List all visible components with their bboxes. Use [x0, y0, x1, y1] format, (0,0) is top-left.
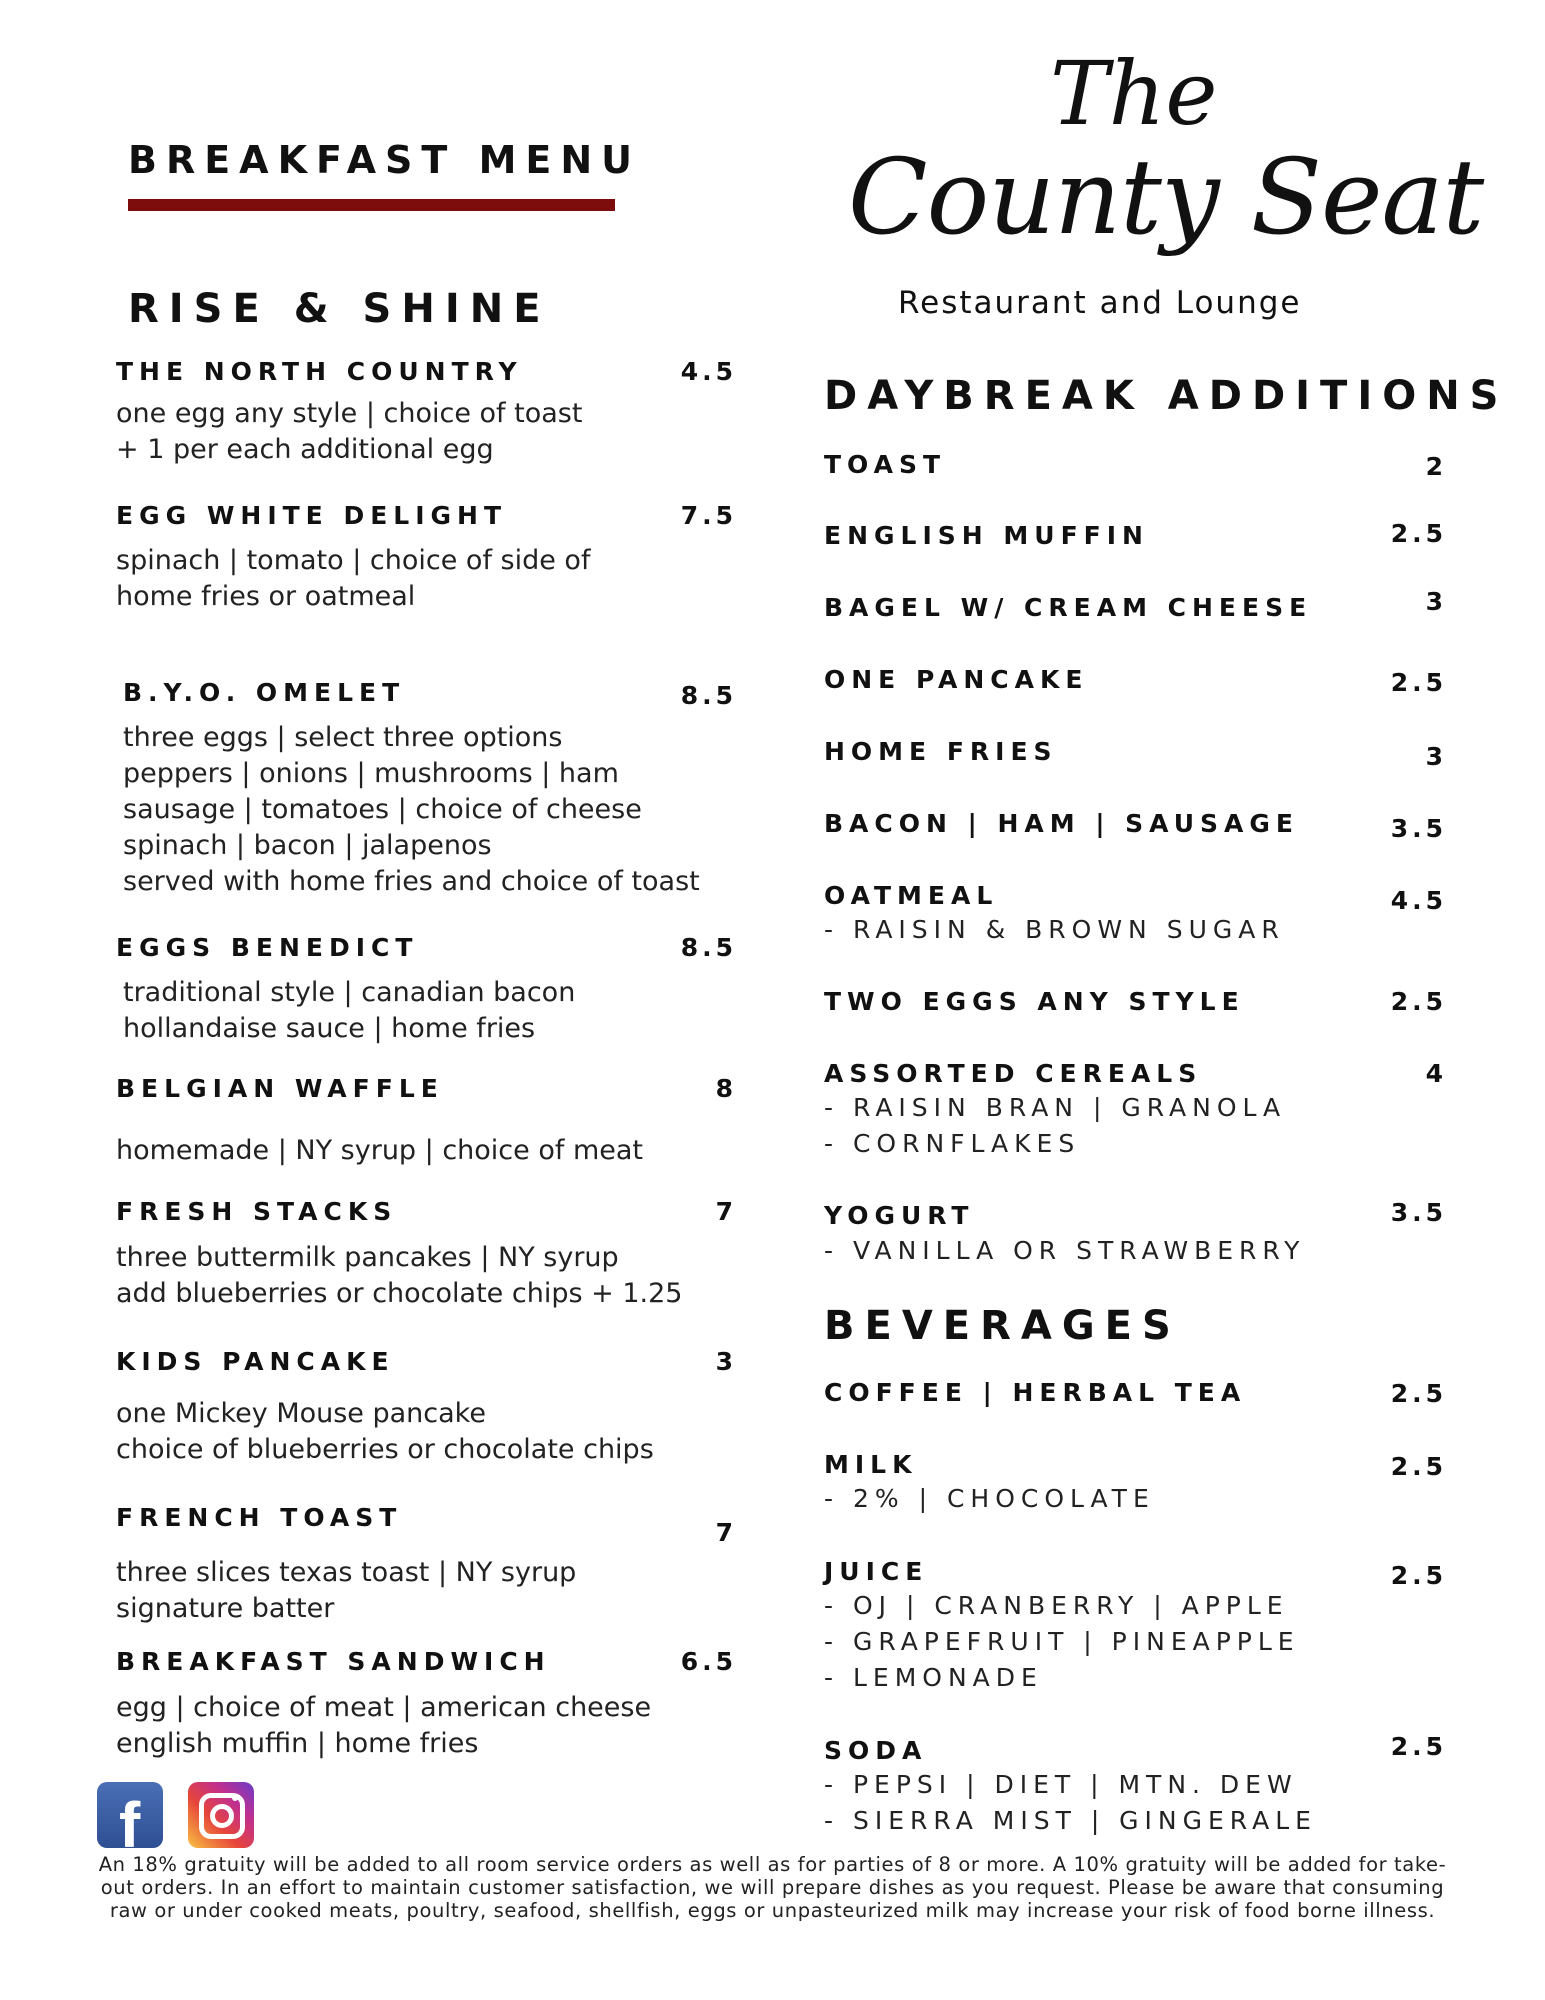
item-description: three eggs | select three options	[123, 722, 563, 753]
item-description: served with home fries and choice of toast	[123, 866, 700, 897]
addition-name: OATMEAL	[824, 881, 999, 910]
addition-name: ENGLISH MUFFIN	[824, 521, 1149, 550]
item-description: home fries or oatmeal	[116, 581, 416, 612]
item-price: 8.5	[680, 933, 737, 962]
footer-line: An 18% gratuity will be added to all room service orders as well as for parties of 8 or more. A 10% gratuity will be added for take-	[98, 1853, 1447, 1876]
addition-price: 2.5	[1390, 519, 1447, 548]
item-description: add blueberries or chocolate chips + 1.25	[116, 1278, 683, 1309]
section-title-beverages: BEVERAGES	[824, 1303, 1181, 1349]
item-name: EGGS BENEDICT	[116, 933, 419, 962]
addition-detail: - RAISIN & BROWN SUGAR	[824, 915, 1285, 944]
beverage-name: MILK	[824, 1450, 918, 1479]
beverage-price: 2.5	[1390, 1561, 1447, 1590]
addition-detail: - CORNFLAKES	[824, 1129, 1081, 1158]
instagram-dot	[232, 1795, 238, 1801]
addition-price: 4	[1425, 1059, 1447, 1088]
logo-the: The	[1050, 42, 1218, 145]
item-price: 8	[715, 1074, 737, 1103]
beverage-detail: - GRAPEFRUIT | PINEAPPLE	[824, 1627, 1300, 1656]
beverage-name: COFFEE | HERBAL TEA	[824, 1378, 1247, 1407]
beverage-detail: - LEMONADE	[824, 1663, 1043, 1692]
beverage-detail: - PEPSI | DIET | MTN. DEW	[824, 1770, 1298, 1799]
item-name: BELGIAN WAFFLE	[116, 1074, 444, 1103]
footer-line: out orders. In an effort to maintain customer satisfaction, we will prepare dishes as you request. Please be aware that consuming	[100, 1876, 1445, 1899]
addition-price: 2.5	[1390, 668, 1447, 697]
logo-name: County Seat	[848, 136, 1484, 258]
item-description: one egg any style | choice of toast	[116, 398, 583, 429]
addition-detail: - VANILLA OR STRAWBERRY	[824, 1236, 1306, 1265]
addition-price: 2	[1425, 452, 1447, 481]
item-price: 7.5	[680, 501, 737, 530]
item-description: signature batter	[116, 1593, 335, 1624]
item-description: + 1 per each additional egg	[116, 434, 494, 465]
beverage-detail: - 2% | CHOCOLATE	[824, 1484, 1155, 1513]
item-description: spinach | tomato | choice of side of	[116, 545, 591, 576]
addition-name: BAGEL W/ CREAM CHEESE	[824, 593, 1313, 622]
item-description: sausage | tomatoes | choice of cheese	[123, 794, 642, 825]
item-name: EGG WHITE DELIGHT	[116, 501, 508, 530]
item-name: FRENCH TOAST	[116, 1503, 403, 1532]
item-description: hollandaise sauce | home fries	[123, 1013, 536, 1044]
instagram-icon[interactable]	[188, 1782, 254, 1848]
item-name: THE NORTH COUNTRY	[116, 357, 523, 386]
item-price: 4.5	[680, 357, 737, 386]
item-description: homemade | NY syrup | choice of meat	[116, 1135, 644, 1166]
addition-price: 4.5	[1390, 886, 1447, 915]
facebook-glyph: f	[119, 1789, 141, 1861]
item-description: one Mickey Mouse pancake	[116, 1398, 486, 1429]
item-name: B.Y.O. OMELET	[123, 678, 406, 707]
menu-title: BREAKFAST MENU	[128, 138, 641, 182]
beverage-name: JUICE	[824, 1557, 929, 1586]
item-name: KIDS PANCAKE	[116, 1347, 395, 1376]
addition-name: ONE PANCAKE	[824, 665, 1089, 694]
item-price: 6.5	[680, 1647, 737, 1676]
item-description: peppers | onions | mushrooms | ham	[123, 758, 619, 789]
footer-line: raw or under cooked meats, poultry, seafood, shellfish, eggs or unpasteurized milk may increase your risk of food borne illness.	[109, 1899, 1436, 1922]
title-underline	[128, 199, 615, 211]
item-description: traditional style | canadian bacon	[123, 977, 576, 1008]
addition-name: BACON | HAM | SAUSAGE	[824, 809, 1299, 838]
beverage-detail: - OJ | CRANBERRY | APPLE	[824, 1591, 1289, 1620]
item-name: FRESH STACKS	[116, 1197, 398, 1226]
addition-name: HOME FRIES	[824, 737, 1058, 766]
item-price: 7	[715, 1197, 737, 1226]
addition-price: 3	[1425, 587, 1447, 616]
item-price: 8.5	[680, 681, 737, 710]
item-description: three buttermilk pancakes | NY syrup	[116, 1242, 619, 1273]
item-name: BREAKFAST SANDWICH	[116, 1647, 551, 1676]
addition-price: 3.5	[1390, 1198, 1447, 1227]
facebook-icon[interactable]	[97, 1782, 163, 1861]
addition-price: 3.5	[1390, 814, 1447, 843]
addition-price: 2.5	[1390, 987, 1447, 1016]
addition-name: YOGURT	[824, 1201, 975, 1230]
item-description: egg | choice of meat | american cheese	[116, 1692, 652, 1723]
item-description: english muffin | home fries	[116, 1728, 479, 1759]
beverage-price: 2.5	[1390, 1452, 1447, 1481]
addition-price: 3	[1425, 742, 1447, 771]
item-price: 7	[715, 1518, 737, 1547]
logo-subtitle: Restaurant and Lounge	[898, 285, 1302, 321]
instagram-lens	[210, 1804, 234, 1828]
addition-name: ASSORTED CEREALS	[824, 1059, 1203, 1088]
item-description: three slices texas toast | NY syrup	[116, 1557, 577, 1588]
footer-disclaimer	[60, 1853, 1485, 1922]
section-title-rise-shine: RISE & SHINE	[128, 286, 551, 332]
item-price: 3	[715, 1347, 737, 1376]
beverage-price: 2.5	[1390, 1732, 1447, 1761]
addition-name: TOAST	[824, 450, 947, 479]
beverage-name: SODA	[824, 1736, 928, 1765]
beverage-price: 2.5	[1390, 1379, 1447, 1408]
item-description: choice of blueberries or chocolate chips	[116, 1434, 654, 1465]
addition-detail: - RAISIN BRAN | GRANOLA	[824, 1093, 1287, 1122]
beverage-detail: - SIERRA MIST | GINGERALE	[824, 1806, 1317, 1835]
section-title-daybreak-additions: DAYBREAK ADDITIONS	[824, 373, 1509, 419]
item-description: spinach | bacon | jalapenos	[123, 830, 492, 861]
addition-name: TWO EGGS ANY STYLE	[824, 987, 1245, 1016]
